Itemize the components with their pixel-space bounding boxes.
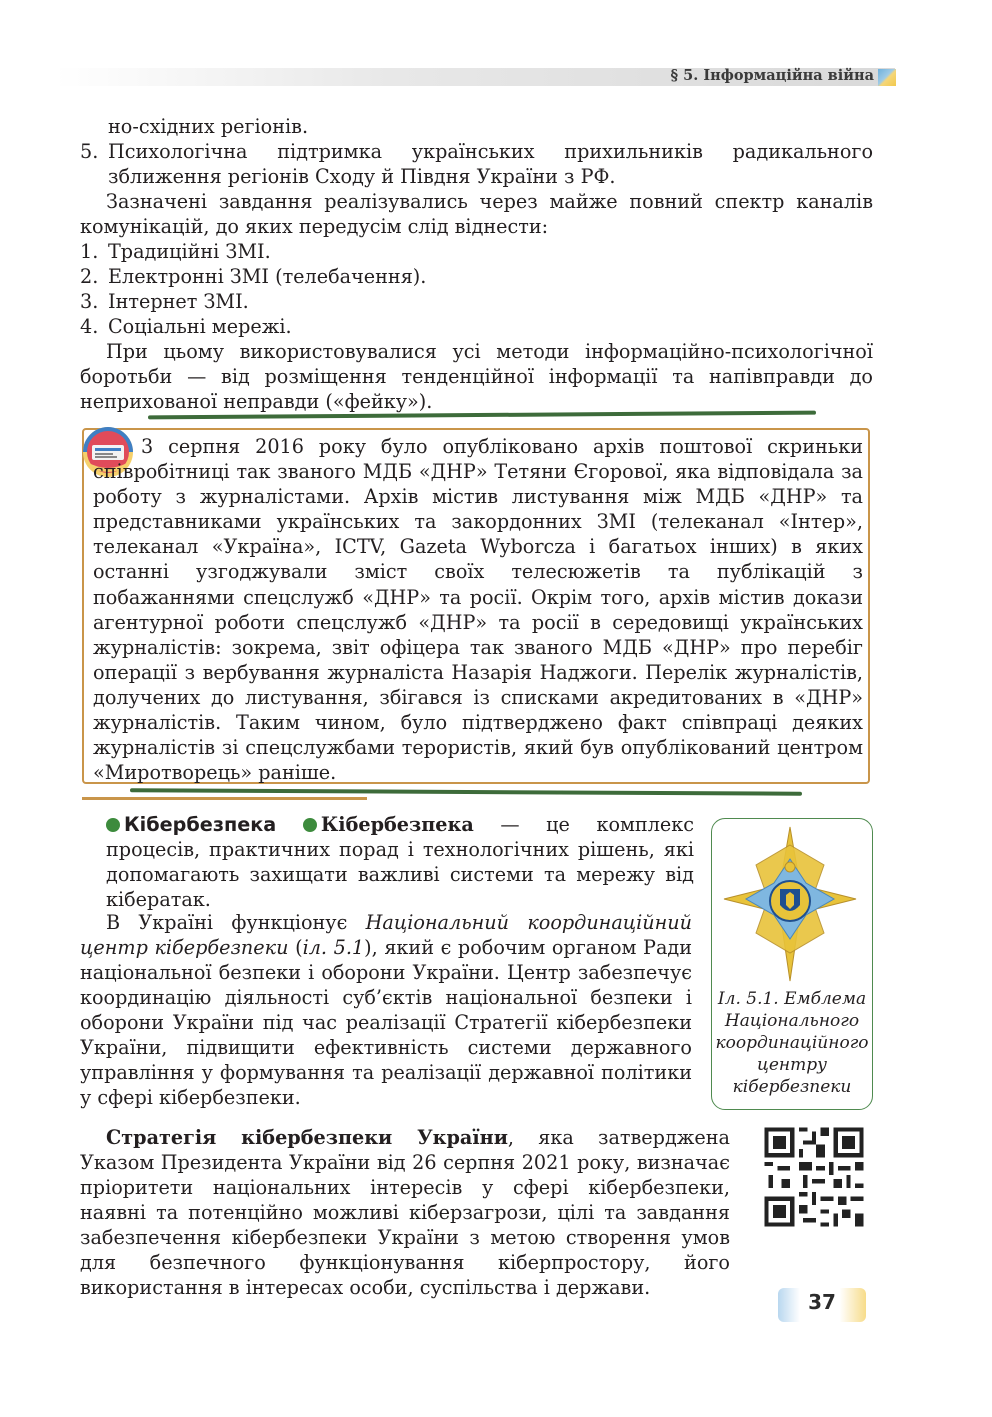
- info-box: [93, 434, 863, 785]
- cyber-definition-text: — це комплекс процесів, практичних порад і технологічних рішень, які допомагають захищати важливі системи та мережу від кібератак.: [106, 813, 695, 911]
- list-item: [80, 139, 873, 189]
- bullet-dot: [303, 818, 317, 832]
- box-bottom-line: [130, 788, 802, 796]
- channels-paragraph: Зазначені завдання реалізувались через майже повний спектр каналів комунікацій, до яких передусім слід віднести:: [80, 190, 873, 238]
- header-corner-decoration: [878, 69, 896, 86]
- list-item: 3. Інтернет ЗМІ.: [80, 290, 249, 313]
- list-item: 1. Традиційні ЗМІ.: [80, 240, 271, 263]
- info-box-text: 3 серпня 2016 року було опубліковано архів поштової скриньки співробітниці так званого МДБ «ДНР» Тетяни Єгорової, яка відповідала за роботу з журналістами. Архів містив листування між МДБ «ДНР» та представниками українських та закордонних ЗМІ (телеканал «Інтер», телеканал «Україна», ICTV, Gazeta Wyborcza і багатьох інших) в яких останні узгоджували зміст своїх телесюжетів та публікацій з побажаннями спецслужб «ДНР» та росії. Окрім того, архів містив докази агентурної роботи спецслужб «ДНР» та росії в середовищі українських журналістів: зокрема, звіт офіцера так званого МДБ «ДНР» про перебіг операції з вербування журналіста Назарія Наджоги. Перелік журналістів, долучених до листування, збігався із списками акредитованих в «ДНР» журналістів. Таким чином, було підтверджено факт співпраці деяких журналістів зі спецслужбами терористів, який був опублікований центром «Миротворець» раніше.: [93, 435, 863, 785]
- center-name: Національний координаційний центр кібербезпеки: [80, 911, 692, 959]
- strategy-paragraph: Стратегія кібербезпеки України, яка затверджена Указом Президента України від 26 серпня 2021 року, визначає пріоритети національних інтересів у сфері кібербезпеки, наявні та потенційно можливі кіберзагрози, цілі та завдання забезпечення кібербезпеки України з метою створення умов для безпечного функціонування кіберпростору, його використання в інтересах особи, суспільства і держави.: [80, 1126, 730, 1299]
- cyber-heading: Кібербезпека: [124, 813, 277, 836]
- section-title: § 5. Інформаційна війна: [670, 67, 874, 84]
- emblem-star-icon: [722, 825, 858, 983]
- list-text: Психологічна підтримка українських прихильників радикального зближення регіонів Сходу й Півдня України з РФ.: [108, 140, 873, 188]
- qr-code-icon[interactable]: [760, 1122, 868, 1232]
- cyber-term: Кібербезпека: [320, 813, 474, 836]
- methods-paragraph: При цьому використовувалися усі методи інформаційно-психологічної боротьби — від розміщення тенденційної інформації та напівправди до неприхованої неправди («фейку»).: [80, 340, 873, 413]
- continued-line: но-східних регіонів.: [108, 115, 309, 138]
- figure-ref: іл. 5.1: [302, 936, 365, 959]
- list-number: 5.: [80, 140, 99, 163]
- cyber-definition: [106, 812, 694, 912]
- cyber-center-paragraph: В Україні функціонує Національний координаційний центр кібербезпеки (іл. 5.1), який є робочим органом Ради національної безпеки і оборони України. Центр забезпечує координацію діяльності суб’єктів національної безпеки і оборони України під час реалізації Стратегії кібербезпеки України, підвищити ефективність системи державного управління у формування та реалізації державної політики у сфері кібербезпеки.: [80, 911, 693, 1109]
- bullet-dot: [106, 818, 120, 832]
- box-bottom-accent: [82, 797, 367, 800]
- emblem-caption: Іл. 5.1. Емблема Національного координаційного центру кібербезпеки: [715, 989, 869, 1097]
- list-item: 2. Електронні ЗМІ (телебачення).: [80, 265, 427, 288]
- strategy-title: Стратегія кібербезпеки України: [106, 1126, 508, 1149]
- intro-block: [80, 114, 873, 414]
- list-item: 4. Соціальні мережі.: [80, 315, 292, 338]
- page-number: 37: [808, 1290, 836, 1314]
